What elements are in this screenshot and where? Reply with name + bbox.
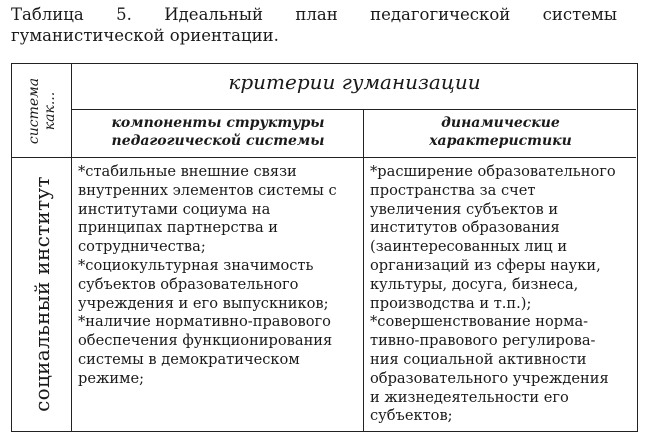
cell-line: образовательного учреждения [370, 369, 609, 387]
cell-line: *стабильные внешние связи [78, 163, 297, 180]
cell-line: режиме; [78, 369, 145, 387]
cell-line: *социокультурная значимость [78, 256, 314, 274]
column-header-dynamics-line-1: динамические [441, 115, 560, 131]
cell-line: системы в демократическом [78, 350, 300, 368]
cell-line: *расширение образовательного [370, 163, 616, 180]
cell-line: пространства за счет [370, 181, 536, 199]
row-label-text: социальный институт [30, 176, 54, 412]
cell-line: (заинтересованных лиц и [370, 238, 568, 256]
cell-line: тивно-правового регулирова- [370, 332, 596, 350]
column-header-structure-line-1: компоненты структуры [111, 115, 325, 131]
cell-line: производства и т.п.); [370, 294, 532, 312]
column-header-structure-line-2: педагогической системы [111, 133, 325, 149]
cell-line: ния социальной активности [370, 350, 587, 368]
column-header-structure [73, 114, 363, 150]
cell-line: сотрудничества; [78, 238, 206, 256]
cell-line: внутренних элементов системы с [78, 181, 337, 199]
cell-line: обеспечения функционирования [78, 332, 333, 350]
cell-line: субъектов; [370, 407, 453, 425]
cell-line: институтами социума на [78, 200, 271, 218]
corner-label-line-2: как... [42, 91, 58, 130]
table-caption [11, 4, 617, 46]
cell-line: учреждения и его выпускников; [78, 294, 329, 312]
cell-line: культуры, досуга, бизнеса, [370, 275, 579, 293]
humanization-table [11, 63, 638, 432]
cell-structure-components [78, 163, 362, 389]
cell-line: *совершенствование норма- [370, 313, 589, 331]
caption-line-2: гуманистической ориентации. [11, 26, 279, 45]
row-divider-header [12, 157, 636, 158]
cell-dynamic-characteristics [370, 163, 634, 426]
column-header-dynamics-line-2: характеристики [429, 133, 572, 149]
cell-line: *наличие нормативно-правового [78, 313, 331, 331]
caption-line-1: Таблица 5. Идеальный план педагогической системы [11, 5, 617, 24]
cell-line: субъектов образовательного [78, 275, 299, 293]
row-divider-criteria [72, 109, 636, 110]
corner-label [12, 64, 72, 157]
corner-label-line-1: система [26, 77, 42, 144]
cell-line: организаций из сферы науки, [370, 256, 601, 274]
cell-line: принципах партнерства и [78, 219, 279, 237]
criteria-header: критерии гуманизации [228, 70, 481, 94]
cell-line: институтов образования [370, 219, 560, 237]
cell-line: и жизнедеятельности его [370, 388, 569, 406]
cell-line: увеличения субъектов и [370, 200, 559, 218]
column-header-dynamics [365, 114, 636, 150]
row-label [12, 157, 72, 431]
